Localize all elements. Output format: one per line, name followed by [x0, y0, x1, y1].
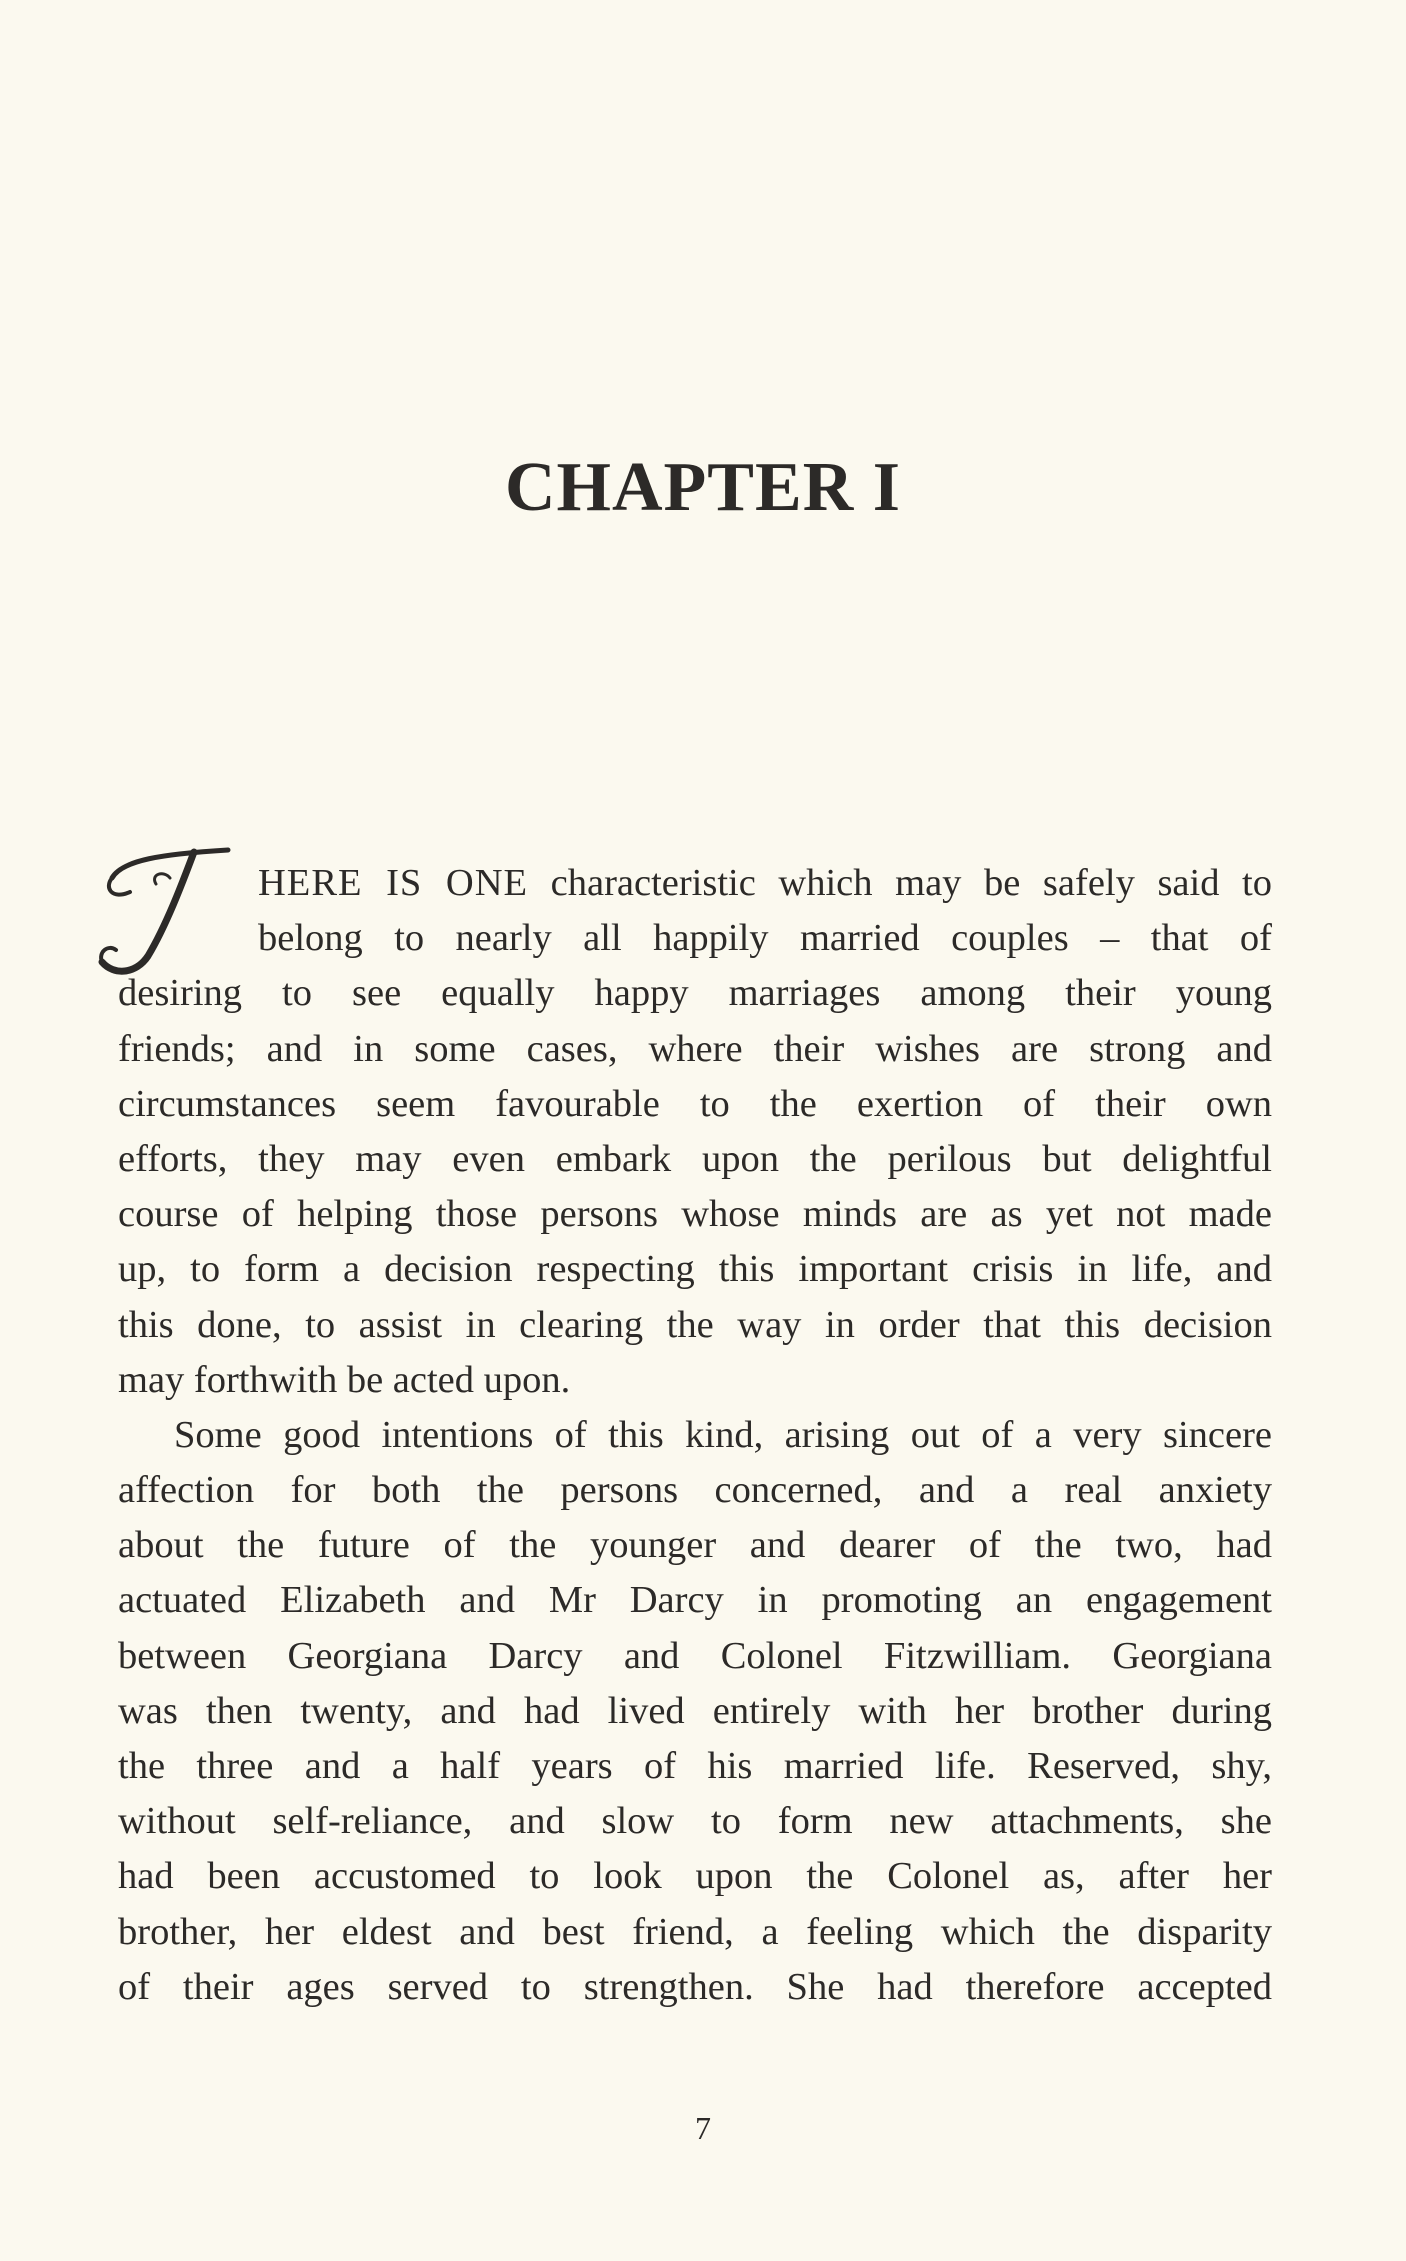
text-line: affection for both the persons concerned, and a real anxiety: [118, 1469, 1272, 1512]
text-line: belong to nearly all happily married couples – that of: [258, 917, 1272, 960]
text-line: this done, to assist in clearing the way in order that this decision: [118, 1303, 1272, 1346]
text-line: friends; and in some cases, where their wishes are strong and: [118, 1027, 1272, 1070]
text-line: actuated Elizabeth and Mr Darcy in promoting an engagement: [118, 1579, 1272, 1622]
text-line: was then twenty, and had lived entirely with her brother during: [118, 1689, 1272, 1732]
text-line: about the future of the younger and dearer of the two, had: [118, 1524, 1272, 1567]
text-line: HERE IS ONE characteristic which may be safely said to: [258, 862, 1272, 904]
text-line: circumstances seem favourable to the exertion of their own: [118, 1082, 1272, 1125]
text-line: brother, her eldest and best friend, a feeling which the disparity: [118, 1910, 1272, 1953]
text-line: Some good intentions of this kind, arising out of a very sincere: [174, 1413, 1272, 1456]
chapter-title: CHAPTER I: [505, 449, 901, 526]
text-line: course of helping those persons whose minds are as yet not made: [118, 1193, 1272, 1236]
text-line: between Georgiana Darcy and Colonel Fitzwilliam. Georgiana: [118, 1634, 1272, 1677]
text-line: had been accustomed to look upon the Colonel as, after her: [118, 1855, 1272, 1898]
text-line: may forthwith be acted upon.: [118, 1358, 571, 1401]
text-line: of their ages served to strengthen. She had therefore accepted: [118, 1965, 1272, 2008]
page-number: 7: [695, 2110, 711, 2146]
text-line: up, to form a decision respecting this important crisis in life, and: [118, 1248, 1272, 1291]
text-line: desiring to see equally happy marriages among their young: [118, 972, 1272, 1015]
text-line: without self-reliance, and slow to form new attachments, she: [118, 1800, 1272, 1843]
text-line: the three and a half years of his married life. Reserved, shy,: [118, 1745, 1272, 1787]
text-line: efforts, they may even embark upon the perilous but delightful: [118, 1137, 1272, 1180]
body-text: [118, 856, 1272, 2015]
opening-smallcaps: HERE IS ONE: [258, 862, 529, 904]
